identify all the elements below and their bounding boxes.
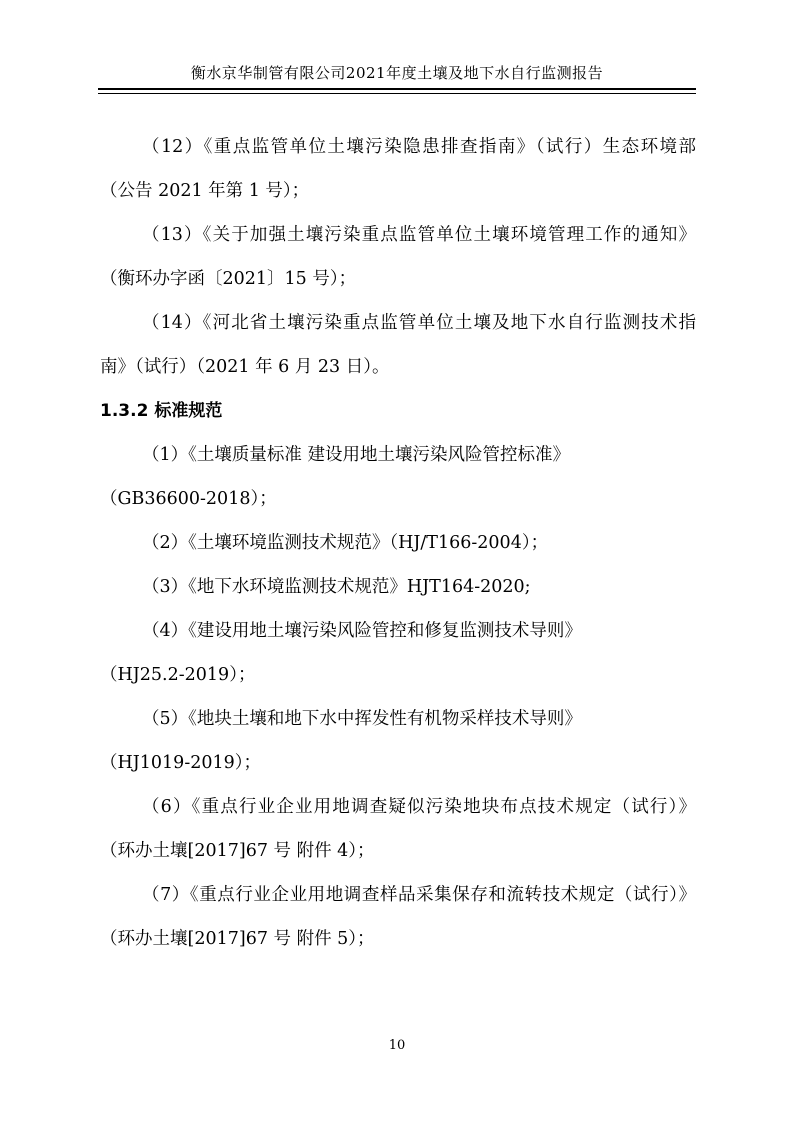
reference-item-12-line-2: （公告 2021 年第 1 号）；	[100, 181, 310, 201]
page-header-title: 衡水京华制管有限公司2021年度土壤及地下水自行监测报告	[190, 64, 604, 82]
reference-item-14-line-1: （14）《河北省土壤污染重点监管单位土壤及地下水自行监测技术指	[142, 313, 696, 333]
standard-item-1-line-2: （GB36600-2018）；	[100, 489, 277, 509]
section-heading: 1.3.2 标准规范	[100, 401, 223, 421]
standard-item-6-line-1: （6）《重点行业企业用地调查疑似污染地块布点技术规定（试行）》	[142, 797, 696, 817]
standard-item-5-line-2: （HJ1019-2019）；	[100, 753, 262, 773]
standard-item-4-line-1: （4）《建设用地土壤污染风险管控和修复监测技术导则》	[142, 621, 582, 641]
reference-item-12-line-1: （12）《重点监管单位土壤污染隐患排查指南》（试行）生态环境部	[142, 137, 696, 157]
reference-item-14-line-2: 南》（试行）（2021 年 6 月 23 日）。	[100, 357, 390, 377]
standard-item-3: （3）《地下水环境监测技术规范》HJT164-2020;	[142, 577, 531, 597]
standard-item-4-line-2: （HJ25.2-2019）；	[100, 665, 256, 685]
reference-item-13-line-1: （13）《关于加强土壤污染重点监管单位土壤环境管理工作的通知》	[142, 225, 696, 245]
standard-item-2: （2）《土壤环境监测技术规范》（HJ/T166-2004）；	[142, 533, 549, 553]
page-number: 10	[388, 1038, 406, 1053]
document-body	[100, 125, 696, 961]
standard-item-7-line-2: （环办土壤[2017]67 号 附件 5）；	[100, 929, 375, 949]
standard-item-5-line-1: （5）《地块土壤和地下水中挥发性有机物采样技术导则》	[142, 709, 582, 729]
reference-item-13-line-2: （衡环办字函〔2021〕15 号）；	[100, 269, 357, 289]
standard-item-7-line-1: （7）《重点行业企业用地调查样品采集保存和流转技术规定（试行）》	[142, 885, 696, 905]
header-rule-thick	[98, 88, 696, 90]
header-rule-thin	[98, 93, 696, 94]
standard-item-6-line-2: （环办土壤[2017]67 号 附件 4）；	[100, 841, 375, 861]
standard-item-1-line-1: （1）《土壤质量标准 建设用地土壤污染风险管控标准》	[142, 445, 570, 465]
